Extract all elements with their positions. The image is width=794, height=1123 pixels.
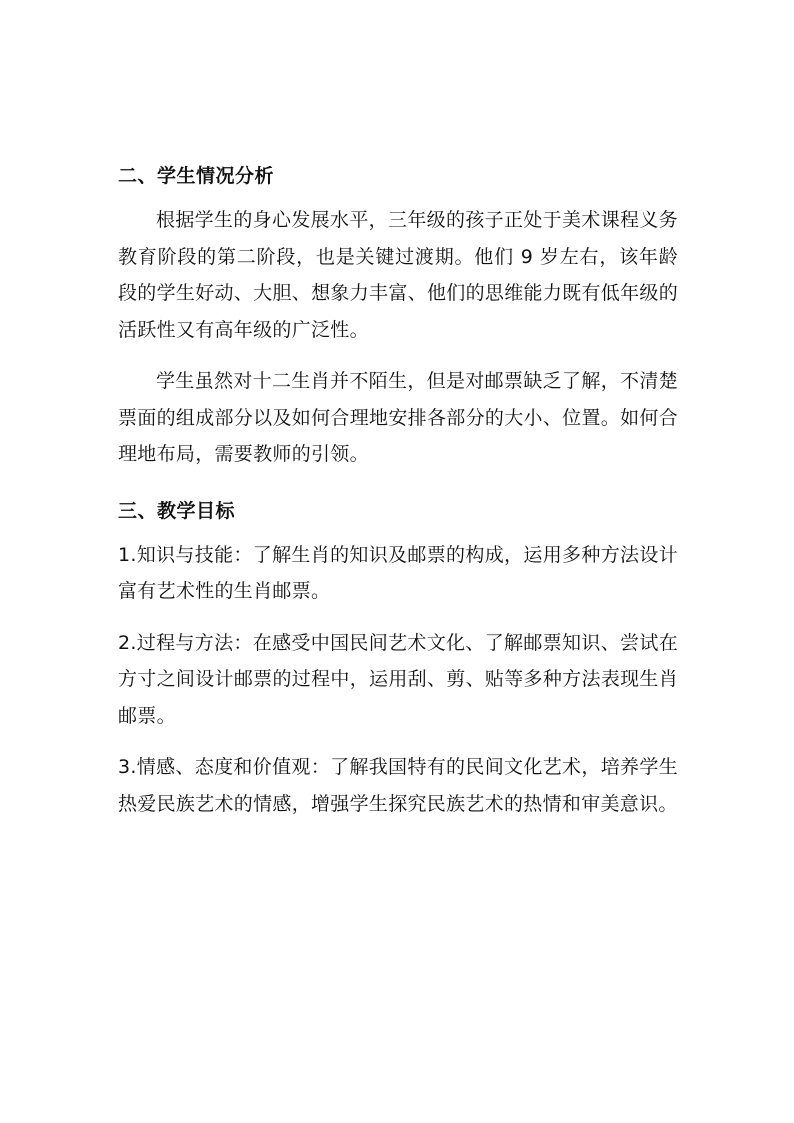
goal-item-process-methods: 2.过程与方法：在感受中国民间艺术文化、了解邮票知识、尝试在方寸之间设计邮票的过程中，运用刮、剪、贴等多种方法表现生肖邮票。 bbox=[118, 631, 678, 727]
goal-item-knowledge-skills: 1.知识与技能：了解生肖的知识及邮票的构成，运用多种方法设计富有艺术性的生肖邮票。 bbox=[118, 543, 678, 602]
goal-item-emotion-values: 3.情感、态度和价值观：了解我国特有的民间文化艺术，培养学生热爱民族艺术的情感，增强学生探究民族艺术的热情和审美意识。 bbox=[118, 756, 678, 815]
section-heading-teaching-goals: 三、教学目标 bbox=[118, 499, 236, 522]
paragraph-student-development: 根据学生的身心发展水平，三年级的孩子正处于美术课程义务教育阶段的第二阶段，也是关键过渡期。他们 9 岁左右，该年龄段的学生好动、大胆、想象力丰富、他们的思维能力既有低年级的活跃性又有高年级的广泛性。 bbox=[118, 209, 678, 341]
paragraph-stamp-understanding: 学生虽然对十二生肖并不陌生，但是对邮票缺乏了解，不清楚票面的组成部分以及如何合理地安排各部分的大小、位置。如何合理地布局，需要教师的引领。 bbox=[118, 370, 678, 465]
section-heading-student-analysis: 二、学生情况分析 bbox=[118, 165, 275, 187]
document-page bbox=[118, 158, 678, 837]
